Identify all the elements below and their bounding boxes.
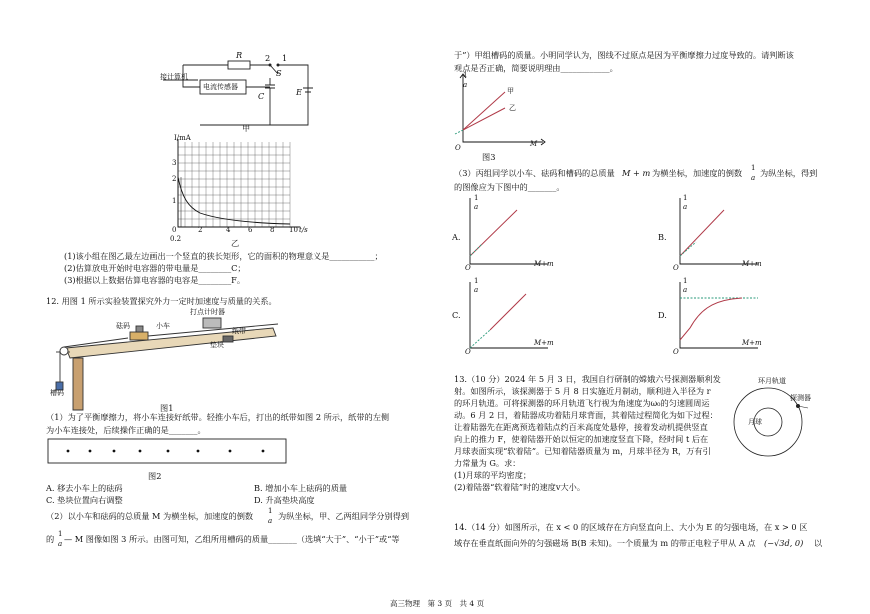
q12-p3-frac-den: a (751, 174, 756, 182)
lbl-block: 垫块 (210, 341, 224, 349)
label-C: C (258, 91, 265, 101)
fig3-yi: 乙 (509, 104, 516, 112)
yi-caption: 乙 (231, 238, 240, 248)
label-S: S (276, 68, 282, 78)
q14-point-A: (−√3d, 0) (764, 538, 804, 548)
option-d-label: D. (658, 310, 667, 320)
q12-p3-part1: （3）丙组同学以小车、砝码和槽码的总质量 (454, 168, 615, 178)
option-c-origin: O (465, 348, 471, 356)
lbl-tape: 纸带 (232, 327, 246, 335)
label-orbit: 环月轨道 (758, 377, 786, 385)
fig3-ynum: 1 (463, 71, 468, 79)
option-b-xlabel: M+m (742, 260, 762, 268)
yi-y1: 1 (172, 197, 177, 205)
option-c-yden: a (474, 286, 479, 294)
q13-line3: 的环月轨道。可将探测器的环月轨道飞行视为角速度为ω₀的匀速圆周运 (454, 398, 710, 408)
fig3-xlabel: M (530, 140, 538, 148)
yi-ymin: 0.2 (170, 235, 182, 243)
option-b-label: B. (658, 232, 667, 242)
q12-p3-frac-num: 1 (751, 164, 756, 172)
yi-x6: 6 (248, 226, 253, 234)
q11-line3: (3)根据以上数据估算电容器的电容是________F。 (64, 275, 246, 285)
option-a-origin: O (465, 264, 471, 272)
q12-p1-line1: （1）为了平衡摩擦力，将小车连接好纸带。轻推小车后，打出的纸带如图 2 所示，纸带的左侧 (46, 412, 390, 422)
right-line2: 观点是否正确，简要说明理由____________。 (454, 63, 618, 73)
q14-line1: 14.（14 分）如图所示，在 x < 0 的区域存在方向竖直向上、大小为 E 的匀强电场，在 x > 0 区 (454, 522, 808, 532)
yi-x10: 10 (289, 226, 298, 234)
q13-line6: 向上的推力 F，使着陆器开始以恒定的加速度竖直下降，经时间 t 后在 (454, 434, 709, 444)
q13-line4: 动。6 月 2 日，着陆器成功着陆月球背面，其着陆过程简化为如下过程： (454, 410, 718, 420)
q11-line1: (1)该小组在图乙最左边画出一个竖直的狭长矩形，它的面积的物理意义是___________； (64, 251, 383, 261)
q13-line10: (2)着陆器“软着陆”时的速度v大小。 (454, 482, 586, 492)
q12-option-d: D. 升高垫块高度 (254, 495, 315, 505)
q12-p3-part3: 为纵坐标，得到 (760, 168, 818, 178)
q12-option-a: A. 移去小车上的砝码 (46, 483, 123, 493)
yi-x8: 8 (270, 226, 275, 234)
q12-p2-de: 的 (46, 534, 55, 544)
right-line1: 于”）甲组槽码的质量。小明同学认为，图线不过原点是因为平衡摩擦力过度导致的。请判断该 (454, 50, 794, 60)
fig2-caption: 图2 (148, 471, 162, 481)
circuit-caption: 甲 (242, 123, 251, 133)
q14-line2: 域存在垂直纸面向外的匀强磁场 B(B 未知)。一个质量为 m 的带正电粒子甲从 A 点 (454, 538, 756, 548)
q12-frac2-num: 1 (58, 530, 63, 538)
option-b-ynum: 1 (683, 194, 688, 202)
label-sw1: 1 (282, 53, 288, 63)
yi-x2: 2 (198, 226, 203, 234)
fig1-caption: 图1 (160, 403, 174, 413)
option-d-yden: a (683, 286, 688, 294)
q13-line9: (1)月球的平均密度； (454, 470, 532, 480)
yi-xunit: t/s (299, 226, 308, 234)
q12-p2-part3: — M 图像如图 3 所示。由图可知，乙组所用槽码的质量_______（选填“大于”、“小于”或“等 (64, 534, 400, 544)
label-probe: 探测器 (790, 394, 811, 402)
tape-figure (48, 437, 288, 467)
q14-line2-end: 以 (814, 538, 823, 548)
q13-line8: 力常量为 G。求： (454, 458, 521, 468)
fig3-yden: a (463, 81, 468, 89)
option-c-ynum: 1 (474, 277, 479, 285)
yi-ylabel: I/mA (174, 134, 191, 142)
option-d-xlabel: M+m (742, 339, 762, 347)
moon-orbit-figure (730, 380, 830, 480)
q12-frac2-den: a (58, 540, 63, 548)
option-d-origin: O (673, 348, 679, 356)
option-c-label: C. (452, 310, 461, 320)
q13-line7: 月球表面实现“软着陆”。已知着陆器质量为 m，月球半径为 R，万有引 (454, 446, 711, 456)
option-d-ynum: 1 (683, 277, 688, 285)
lbl-timer: 打点计时器 (190, 308, 225, 316)
lbl-hook: 槽码 (50, 389, 64, 397)
q12-p2-part2: 为纵坐标，甲、乙两组同学分别得到 (278, 511, 410, 521)
q13-line1: 13.（10 分）2024 年 5 月 3 日，我国自行研制的嫦娥六号探测器顺利发 (454, 374, 721, 384)
fig3-jia: 甲 (507, 87, 514, 95)
q11-line2: (2)估算放电开始时电容器的带电量是________C； (64, 263, 246, 273)
q12-p3-part4: 的图像应为下图中的_______。 (454, 182, 565, 192)
fig3-caption: 图3 (482, 152, 496, 162)
q12-p2-part1: （2）以小车和砝码的总质量 M 为横坐标，加速度的倒数 (46, 511, 254, 521)
option-b-origin: O (673, 264, 679, 272)
option-a-ynum: 1 (474, 194, 479, 202)
option-a-xlabel: M+m (534, 260, 554, 268)
label-computer: 接计算机 (160, 73, 188, 81)
yi-x0: 0 (172, 226, 177, 234)
option-b-yden: a (683, 203, 688, 211)
q12-frac-num: 1 (268, 507, 273, 515)
q12-option-c: C. 垫块位置向右调整 (46, 495, 123, 505)
q12-p3-part2: 为横坐标，加速度的倒数 (652, 168, 743, 178)
fig3-origin: O (455, 144, 461, 152)
label-sw2: 2 (265, 53, 271, 63)
q13-line5: 让着陆器先在距离预选着陆点约百米高度处悬停，接着发动机提供竖直 (454, 422, 708, 432)
yi-x4: 4 (226, 226, 231, 234)
q13-line2: 射。如图所示，该探测器于 5 月 8 日实施近月制动，顺利进入半径为 r (454, 386, 711, 396)
option-a-yden: a (474, 203, 479, 211)
option-c-xlabel: M+m (534, 339, 554, 347)
yi-y2: 2 (172, 175, 177, 183)
q12-heading: 12. 用图 1 所示实验装置探究外力一定时加速度与质量的关系。 (46, 296, 277, 306)
page-footer: 高三物理 第 3 页 共 4 页 (390, 599, 485, 608)
q12-option-b: B. 增加小车上砝码的质量 (254, 483, 348, 493)
option-a-label: A. (452, 232, 461, 242)
yi-y3: 3 (172, 159, 177, 167)
circuit-diagram (158, 50, 328, 130)
label-R: R (236, 50, 243, 60)
q12-p1-line2: 为小车连接处，后续操作正确的是_______。 (46, 425, 206, 435)
q12-p3-var: M + m (622, 168, 651, 178)
q12-frac-den: a (268, 517, 273, 525)
lbl-cart: 小车 (156, 322, 170, 330)
lbl-weights: 砝码 (116, 322, 130, 330)
current-time-graph (170, 137, 310, 237)
label-E: E (296, 87, 302, 97)
label-sensor: 电流传感器 (203, 83, 238, 91)
label-moon: 月球 (748, 418, 762, 426)
